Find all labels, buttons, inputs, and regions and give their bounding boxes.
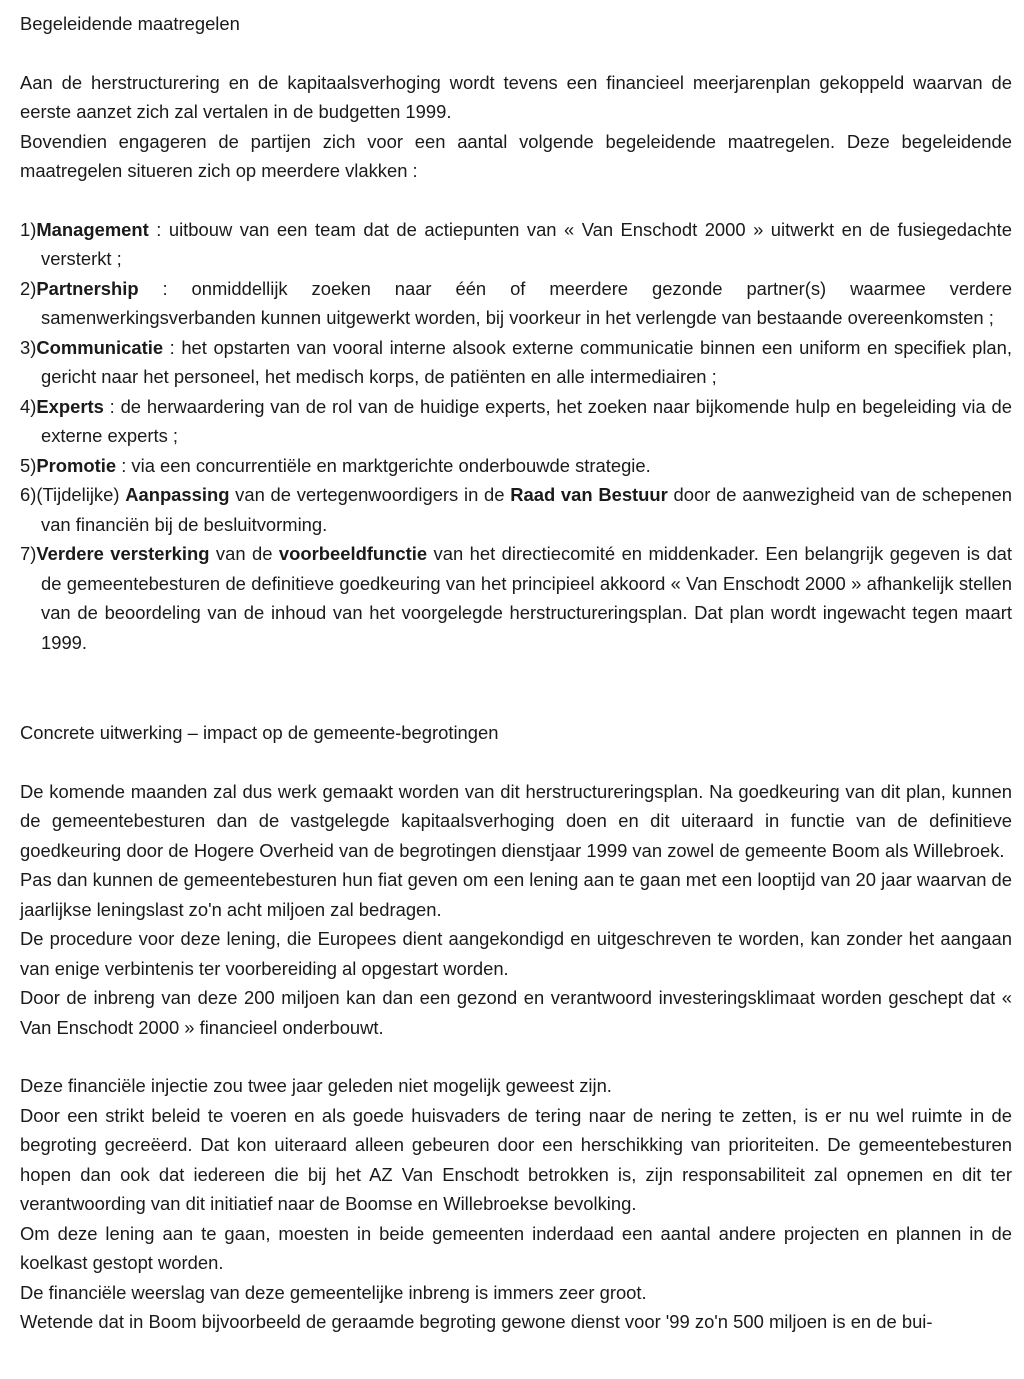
list-item — [20, 451, 1012, 481]
body-paragraph: Wetende dat in Boom bijvoorbeeld de geraamde begroting gewone dienst voor '99 zo'n 500 miljoen is en de bui- — [20, 1311, 933, 1332]
item-text: door de aanwezigheid van de schepenen van financiën bij de besluitvorming. — [41, 484, 1012, 535]
body-paragraph: De financiële weerslag van deze gemeentelijke inbreng is immers zeer groot. — [20, 1281, 647, 1303]
item-text: van het directiecomité en middenkader. Een belangrijk gegeven is dat de gemeentebesturen de definitieve goedkeuring van het principieel akkoord « Van Enschodt 2000 » afhankelijk stellen van de beoordeling van de inhoud van het voorgelegde herstructureringsplan. Dat plan wordt ingewacht tegen maart 1999. — [41, 543, 1013, 653]
item-number: 3) — [20, 336, 37, 358]
list-item — [20, 274, 1012, 333]
item-keyword: Communicatie — [36, 336, 164, 358]
item-number: 2) — [20, 277, 37, 299]
list-item — [20, 480, 1012, 539]
item-text: : uitbouw van een team dat de actiepunten van « Van Enschodt 2000 » uitwerkt en de fusiegedachte versterkt ; — [41, 218, 1012, 269]
item-keyword: Promotie — [36, 454, 117, 476]
item-number: 4) — [20, 395, 37, 417]
item-number: 5) — [20, 454, 37, 476]
item-number: 7) — [20, 543, 37, 564]
section-begeleidende-maatregelen — [20, 9, 1012, 657]
item-text: van de — [209, 543, 279, 564]
body-paragraph: De komende maanden zal dus werk gemaakt worden van dit herstructureringsplan. Na goedkeuring van dit plan, kunnen de gemeentebesturen dan de vastgelegde kapitaalsverhoging doen en dit uiteraard in functie van de definitieve goedkeuring door de Hogere Overheid van de begrotingen dienstjaar 1999 van zowel de gemeente Boom als Willebroek. — [20, 780, 1012, 861]
item-text: : de herwaardering van de rol van de huidige experts, het zoeken naar bijkomende hulp en begeleiding via de externe experts ; — [41, 395, 1012, 446]
item-keyword: Aanpassing — [125, 484, 230, 505]
item-text: van de vertegenwoordigers in de — [229, 484, 511, 505]
intro-paragraph: Bovendien engageren de partijen zich voor een aantal volgende begeleidende maatregelen. Deze begeleidende maatregelen situeren zich op meerdere vlakken : — [20, 130, 1012, 181]
item-keyword: Management — [36, 218, 149, 240]
body-paragraph: Deze financiële injectie zou twee jaar geleden niet mogelijk geweest zijn. — [20, 1075, 612, 1096]
item-keyword: voorbeeldfunctie — [278, 543, 428, 564]
intro-paragraph: Aan de herstructurering en de kapitaalsverhoging wordt tevens een financieel meerjarenplan gekoppeld waarvan de eerste aanzet zich zal vertalen in de budgetten 1999. — [20, 71, 1012, 122]
body-paragraph: De procedure voor deze lening, die Europees dient aangekondigd en uitgeschreven te worden, kan zonder het aangaan van enige verbintenis ter voorbereiding al opgestart worden. — [20, 928, 1012, 979]
item-text: : via een concurrentiële en marktgerichte onderbouwde strategie. — [116, 454, 651, 476]
item-keyword: Verdere versterking — [36, 543, 210, 564]
body-paragraph: Om deze lening aan te gaan, moesten in beide gemeenten inderdaad een aantal andere projecten en plannen in de koelkast gestopt worden. — [20, 1222, 1012, 1273]
section-heading: Begeleidende maatregelen — [20, 13, 240, 34]
item-text: : onmiddellijk zoeken naar één of meerdere gezonde partner(s) waarmee verdere samenwerkingsverbanden kunnen uitgewerkt worden, bij voorkeur in het verlengde van bestaande overeenkomsten ; — [41, 277, 1012, 328]
item-number: 6) — [20, 484, 37, 505]
item-keyword: Partnership — [36, 277, 139, 299]
item-number: 1) — [20, 218, 37, 240]
body-paragraph: Door de inbreng van deze 200 miljoen kan dan een gezond en verantwoord investeringsklimaat worden geschept dat « Van Enschodt 2000 » financieel onderbouwt. — [20, 987, 1012, 1038]
section-heading: Concrete uitwerking – impact op de gemeente-begrotingen — [20, 722, 499, 743]
body-paragraph: Pas dan kunnen de gemeentebesturen hun fiat geven om een lening aan te gaan met een looptijd van 20 jaar waarvan de jaarlijkse leningslast zo'n acht miljoen zal bedragen. — [20, 869, 1012, 920]
item-keyword: Experts — [36, 395, 104, 417]
list-item — [20, 539, 1012, 657]
list-item — [20, 215, 1012, 274]
list-item — [20, 333, 1012, 392]
item-text: : het opstarten van vooral interne alsook externe communicatie binnen een uniform en specifiek plan, gericht naar het personeel, het medisch korps, de patiënten en alle intermediairen ; — [41, 336, 1012, 387]
item-prefix: (Tijdelijke) — [36, 484, 126, 505]
item-keyword: Raad van Bestuur — [510, 484, 668, 505]
section-concrete-uitwerking — [20, 718, 1012, 1337]
list-item — [20, 392, 1012, 451]
measures-list — [20, 215, 1012, 658]
body-paragraph: Door een strikt beleid te voeren en als goede huisvaders de tering naar de nering te zetten, is er nu wel ruimte in de begroting gecreëerd. Dat kon uiteraard alleen gebeuren door een herschikking van prioriteiten. De gemeentebesturen hopen dan ook dat iedereen die bij het AZ Van Enschodt betrokken is, zijn responsabiliteit zal opnemen en dit ter verantwoording van dit initiatief naar de Boomse en Willebroekse bevolking. — [20, 1104, 1012, 1214]
